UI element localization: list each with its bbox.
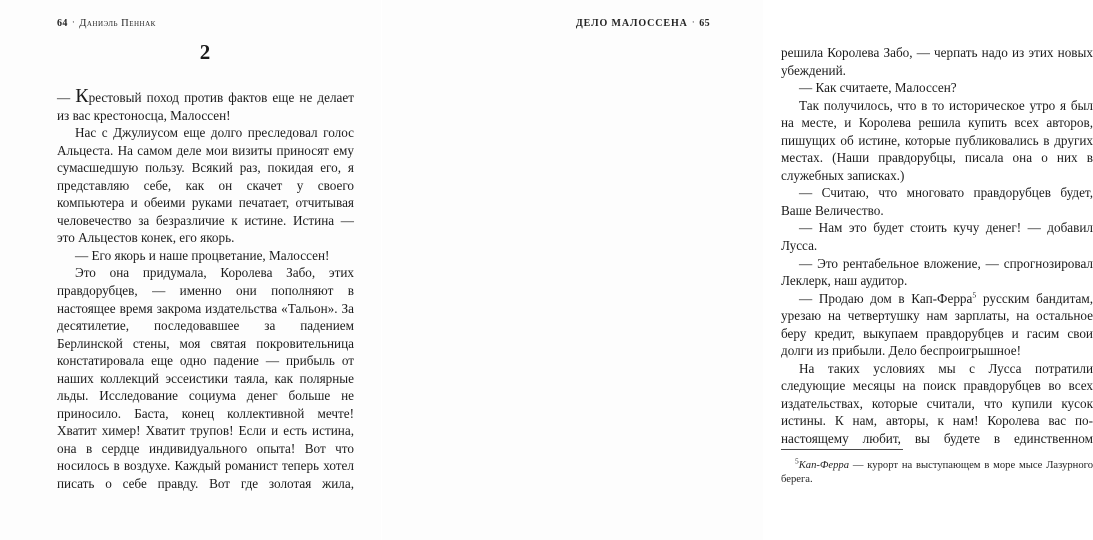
author-name: Даниэль Пеннак xyxy=(79,18,156,29)
paragraph: Это она придумала, Королева Забо, этих правдорубцев, — именно они пополняют в настоящее время закрома издательства «Тальон». За десятилетие, последовавшее за падением Берлинской стены, моя святая покровительница констатировала еще одно падение — прибыль от наших коллекций эссеистики таяла, как полярные льды. Исследование социума денег больше не приносило. Баста, конец коллективной мечте! Хватит химер! Хватит трупов! Если и есть истина, она в сердце индивидуального опыта! Вот что носилось в воздухе. Каждый романист теперь хотел писать о себе правду. Вот где золотая жила, xyxy=(57,265,354,492)
footnote xyxy=(781,456,1093,487)
chapter-number: 2 xyxy=(199,40,211,64)
paragraph: — Крестовый поход против фактов еще не делает из вас крестоносца, Малоссен! xyxy=(57,85,354,123)
paragraph: — Его якорь и наше процветание, Малоссен! xyxy=(75,247,330,263)
footnote-definition: — курорт на выступающем в море мысе Лазурного берега. xyxy=(781,460,1093,485)
paragraph: — Это рентабельное вложение, — спрогнозировал Леклерк, наш аудитор. xyxy=(781,255,1093,289)
paragraph: решила Королева Забо, — черпать надо из этих новых убеждений. xyxy=(781,45,1093,78)
running-head-separator-right: · xyxy=(691,17,696,27)
paragraph: На таких условиях мы с Лусса потратили следующие месяцы на поиск правдорубцев во всех издательствах, которые считали, что купили кусок истины. К нам, авторы, к нам! Королева вас по-настоящему любит, вы будете в единственном xyxy=(781,360,1093,447)
paragraph: — Продаю дом в Кап-Ферра$^5$ русским бандитам, урезаю на четвертушку нам зарплаты, на остальное беру кредит, выкупаем правдорубцев и гасим свои долги из прибыли. Дело беспроигрышное! xyxy=(781,290,1093,359)
right-column-body xyxy=(781,44,1093,465)
footnote-term: Кап-Ферра xyxy=(798,460,850,471)
footnote-area xyxy=(781,449,1093,487)
running-head-separator-left: · xyxy=(71,17,76,27)
page-folio-right: 65 xyxy=(699,18,710,29)
left-column-body xyxy=(57,85,354,510)
left-page xyxy=(0,0,381,540)
footnote-marker: 5 xyxy=(795,456,799,466)
footnote-reference[interactable]: 5 xyxy=(972,290,977,300)
footnote-rule xyxy=(781,449,903,450)
running-head-left xyxy=(57,18,156,29)
paragraph: Так получилось, что в то историческое утро я был на месте, и Королева решила купить всех авторов, пишущих об истине, которые публиковались в других местах. (Наши правдорубцы, писала она о них в служебных записках.) xyxy=(781,97,1093,183)
drop-capital: К xyxy=(75,85,89,107)
page-folio-left: 64 xyxy=(57,18,68,29)
right-page xyxy=(382,0,1093,540)
running-head-right xyxy=(576,18,710,29)
paragraph: — Считаю, что многовато правдорубцев будет, Ваше Величество. xyxy=(781,185,1093,218)
paragraph: — Как считаете, Малоссен? xyxy=(799,80,957,96)
paragraph: — Нам это будет стоить кучу денег! — добавил Лусса. xyxy=(781,220,1093,254)
book-title: ДЕЛО МАЛОССЕНА xyxy=(575,18,688,29)
paragraph: Нас с Джулиусом еще долго преследовал голос Альцеста. На самом деле мои визиты приносят ему сумасшедшую пользу. Всякий раз, покидая его, я представляю себе, как он скачет у своего компьютера и обеими руками печатает, отчитывая человечество за безразличие к истине. Истина — это Альцестов конек, его якорь. xyxy=(57,125,354,246)
